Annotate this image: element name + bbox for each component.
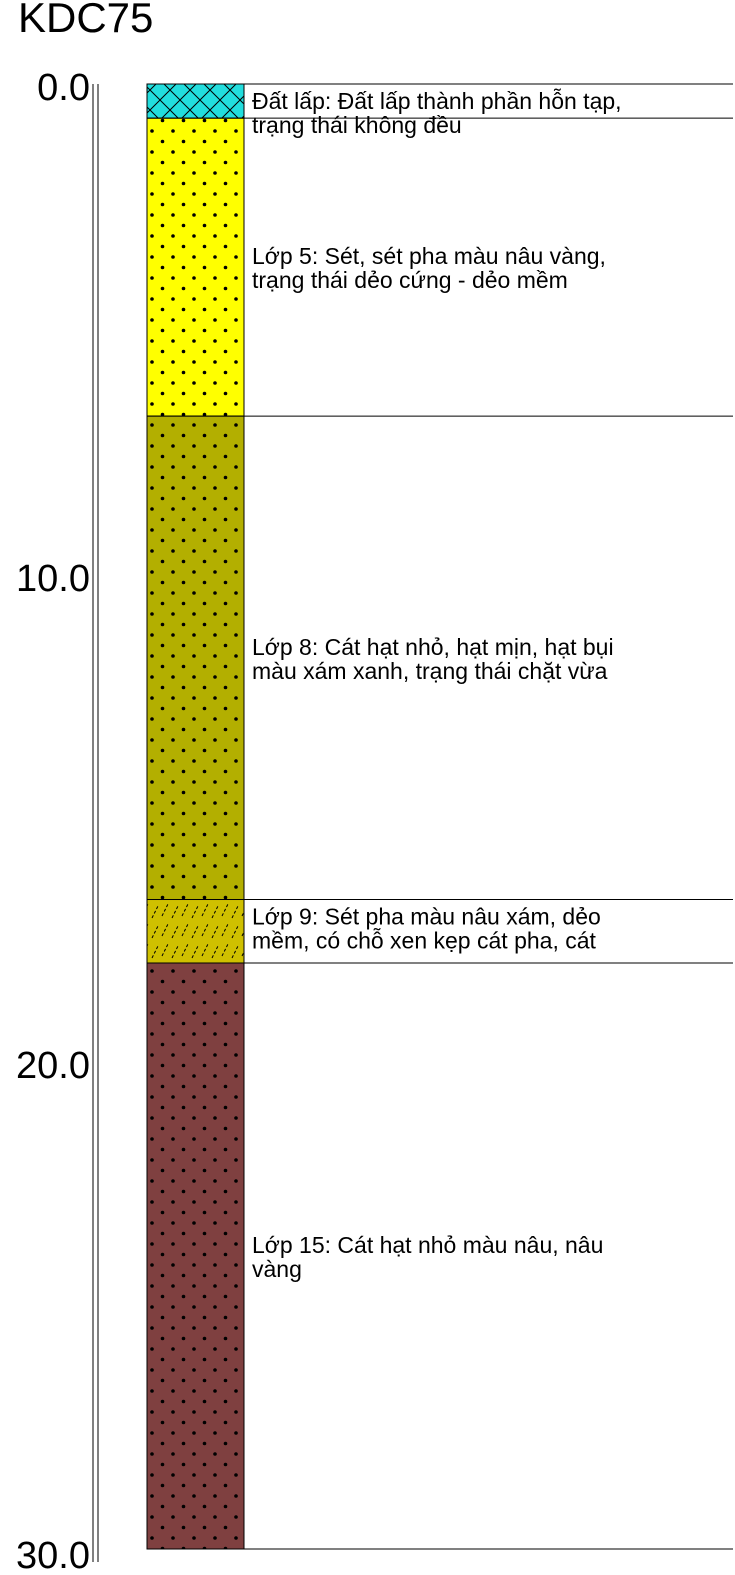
layer-pattern-4 [147,963,244,1549]
layer-pattern-3 [147,900,244,963]
layer-pattern-1 [147,118,244,416]
layer-pattern-2 [147,416,244,899]
layer-description-3: Lớp 9: Sét pha màu nâu xám, dẻo mềm, có chỗ xen kẹp cát pha, cát [252,903,601,954]
layers-group [147,84,733,1549]
layer-description-1: Lớp 5: Sét, sét pha màu nâu vàng, trạng thái dẻo cứng - dẻo mềm [252,243,606,294]
depth-tick-10: 10.0 [16,558,90,600]
layer-description-4: Lớp 15: Cát hạt nhỏ màu nâu, nâu vàng [252,1232,604,1282]
borehole-title: KDC75 [18,0,154,41]
depth-tick-20: 20.0 [16,1045,90,1087]
layer-description-0: Đất lấp: Đất lấp thành phần hỗn tạp, trạng thái không đều [252,88,622,138]
layer-pattern-0 [147,84,244,118]
depth-tick-0: 0.0 [37,67,90,109]
layer-description-2: Lớp 8: Cát hạt nhỏ, hạt mịn, hạt bụi màu xám xanh, trạng thái chặt vừa [252,633,614,684]
depth-tick-30: 30.0 [16,1535,90,1575]
